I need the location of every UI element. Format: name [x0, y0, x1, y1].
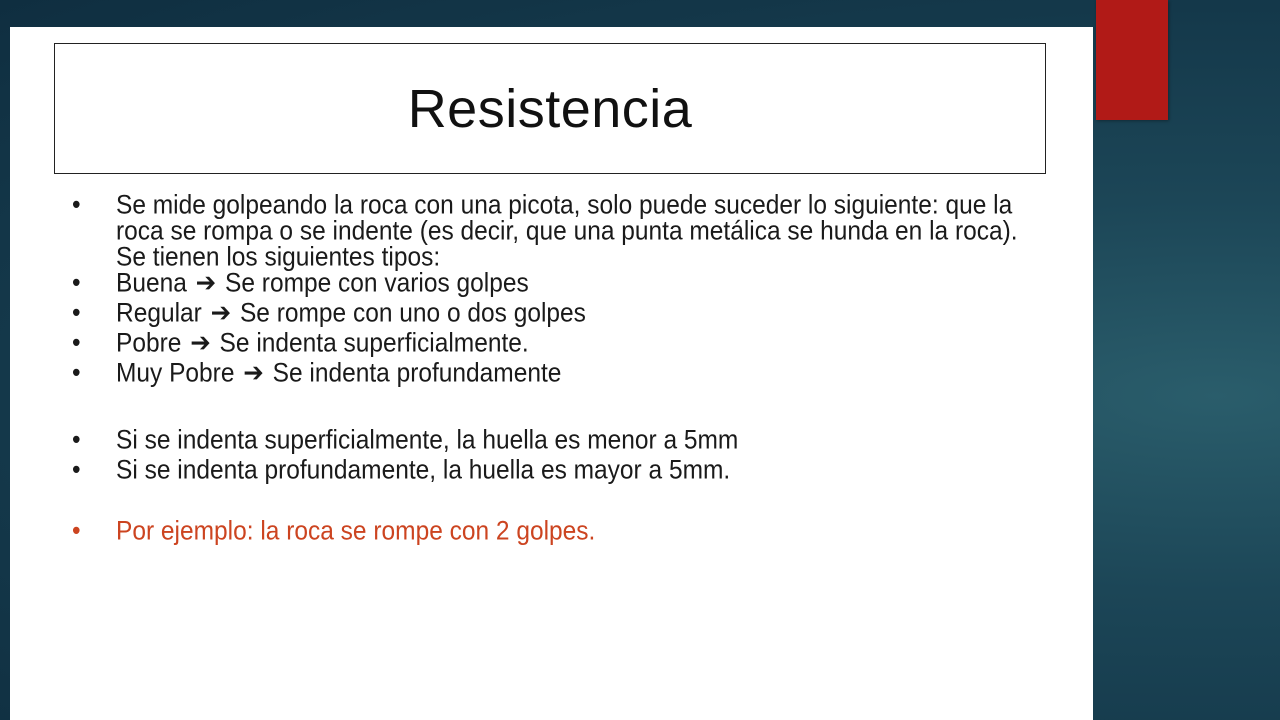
- bullet-icon: •: [72, 455, 81, 485]
- accent-bar: [1096, 0, 1168, 120]
- arrow-right-icon: ➔: [243, 358, 264, 388]
- bullet-icon: •: [72, 358, 81, 388]
- list-item: [72, 268, 1032, 298]
- type-description: Se indenta profundamente: [272, 358, 562, 388]
- bullet-icon: •: [72, 516, 81, 546]
- list-item-text: Si se indenta superficialmente, la huella es menor a 5mm: [116, 425, 739, 455]
- bullet-icon: •: [72, 298, 81, 328]
- list-item: [72, 425, 1032, 455]
- list-item: [72, 328, 1032, 358]
- bullet-icon: •: [72, 190, 81, 220]
- arrow-right-icon: ➔: [195, 268, 217, 298]
- type-term: Buena: [116, 268, 187, 298]
- type-description: Se rompe con uno o dos golpes: [239, 298, 586, 328]
- bullet-list-example: [72, 516, 1032, 549]
- list-item: [72, 358, 1032, 388]
- type-description: Se rompe con varios golpes: [225, 268, 529, 298]
- arrow-right-icon: ➔: [190, 328, 211, 358]
- example-item: [72, 516, 1032, 546]
- example-text: Por ejemplo: la roca se rompe con 2 golpes.: [116, 516, 596, 546]
- type-description: Se indenta superficialmente.: [219, 328, 529, 358]
- intro-text: Se mide golpeando la roca con una picota, solo puede suceder lo siguiente: que la roca se rompa o se indente (es decir, que una punta metálica se hunda en la roca). Se tienen los siguientes tipos:: [116, 190, 1018, 272]
- bullet-list-huella: [72, 425, 1032, 488]
- list-item: [72, 298, 1032, 328]
- list-item-text: Si se indenta profundamente, la huella es mayor a 5mm.: [116, 455, 731, 485]
- bullet-icon: •: [72, 425, 81, 455]
- type-term: Pobre: [116, 328, 182, 358]
- bullet-list-types: [72, 190, 1032, 391]
- bullet-icon: •: [72, 268, 81, 298]
- arrow-right-icon: ➔: [210, 298, 232, 328]
- type-term: Regular: [116, 298, 202, 328]
- list-item: [72, 190, 1032, 272]
- list-item: [72, 455, 1032, 485]
- title-box: [54, 43, 1046, 174]
- type-term: Muy Pobre: [116, 358, 235, 388]
- slide-content-panel: [10, 27, 1093, 720]
- slide-title: Resistencia: [407, 78, 693, 139]
- bullet-icon: •: [72, 328, 81, 358]
